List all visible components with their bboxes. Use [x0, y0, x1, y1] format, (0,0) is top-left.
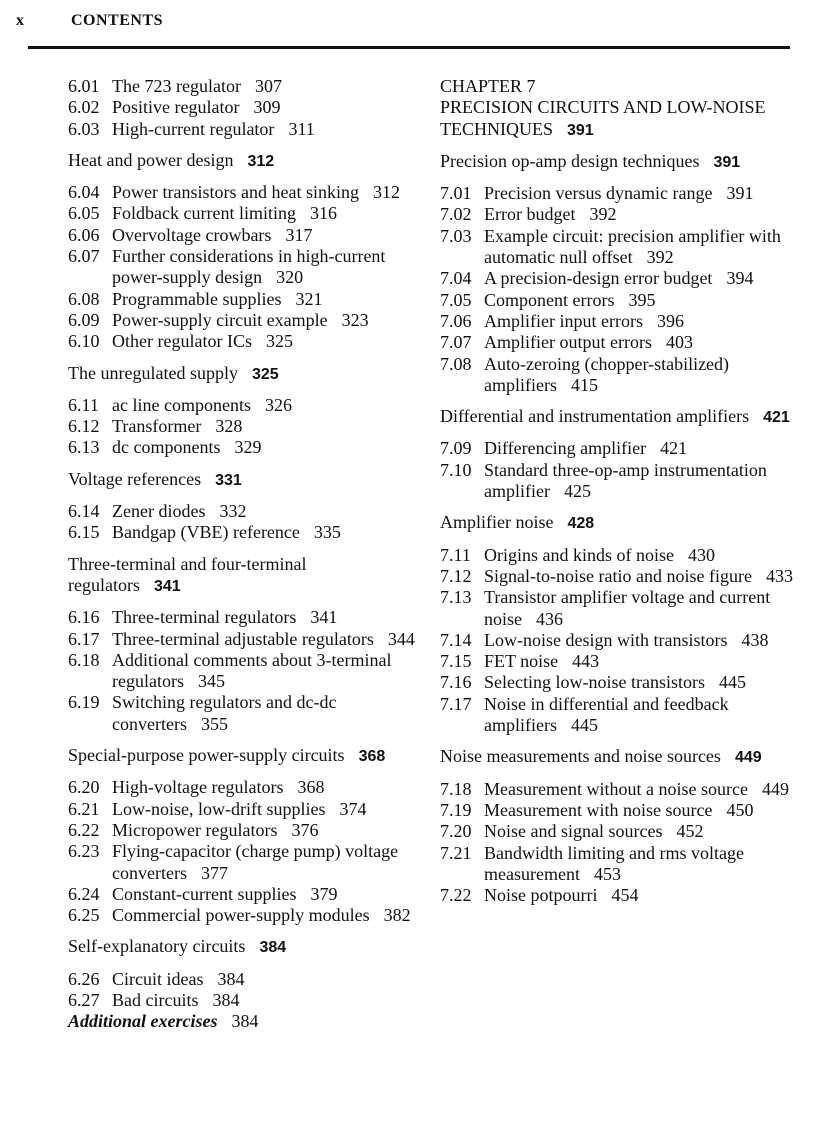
entry-number: 7.16: [440, 672, 472, 693]
entry-page: 355: [200, 713, 228, 734]
entry-title: Zener diodes: [112, 501, 206, 522]
entry-title: Power transistors and heat sinking: [112, 182, 359, 203]
section-heading: [68, 745, 418, 767]
entry-page: 320: [276, 267, 304, 288]
entry-page: 421: [660, 438, 688, 459]
extra-page: 384: [231, 1011, 259, 1032]
entry-page: 307: [254, 76, 282, 96]
entry-title: Precision versus dynamic range: [484, 183, 713, 204]
toc-entry: [440, 332, 795, 353]
header-rule: [28, 46, 790, 49]
section-page: 421: [763, 409, 790, 427]
entry-page: 376: [291, 819, 319, 840]
entry-number: 6.07: [68, 246, 100, 267]
entry-page: 392: [589, 204, 617, 225]
entry-title: Standard three-op-amp instrumentation amplifier: [484, 459, 767, 502]
entry-title: Measurement without a noise source: [484, 778, 748, 799]
entry-number: 6.18: [68, 649, 100, 670]
toc-entry: [68, 884, 418, 905]
toc-entry: [440, 311, 795, 332]
entry-number: 7.12: [440, 565, 472, 586]
toc-entry: [440, 438, 795, 459]
entry-page: 430: [687, 544, 715, 565]
section-page: 368: [358, 748, 386, 766]
entry-number: 7.11: [440, 544, 471, 565]
entry-title: Low-noise, low-drift supplies: [112, 798, 326, 819]
toc-entry: [68, 841, 418, 884]
toc-entry: [440, 545, 795, 566]
entry-number: 6.11: [68, 394, 99, 415]
entry-title: Micropower regulators: [112, 819, 278, 840]
page-title: CONTENTS: [71, 12, 164, 29]
toc-entry: [68, 777, 418, 798]
entry-title: Constant-current supplies: [112, 883, 297, 904]
entry-number: 6.25: [68, 905, 100, 926]
section-page: 384: [259, 939, 287, 957]
chapter-heading: [440, 76, 795, 141]
entry-number: 6.19: [68, 692, 100, 713]
entry-page: 328: [215, 416, 243, 437]
entry-page: 396: [656, 310, 684, 331]
entry-title: Measurement with noise source: [484, 799, 713, 820]
entry-title: Auto-zeroing (chopper-stabilized) amplifiers: [484, 353, 730, 395]
section-heading: [440, 512, 795, 534]
entry-number: 6.14: [68, 501, 100, 522]
toc-entry: [68, 692, 418, 735]
section-page: 449: [734, 749, 762, 767]
entry-page: 321: [295, 288, 323, 309]
entry-page: 433: [765, 565, 793, 586]
entry-page: 438: [741, 629, 769, 650]
entry-number: 6.12: [68, 416, 100, 437]
toc-entry: [68, 905, 418, 926]
entry-title: Noise potpourri: [484, 885, 598, 906]
entry-title: Foldback current limiting: [112, 203, 296, 224]
entry-number: 7.08: [440, 353, 472, 374]
toc-entry: [440, 800, 795, 821]
entry-page: 394: [726, 268, 754, 289]
entry-number: 7.09: [440, 438, 472, 459]
toc-entry: [440, 354, 795, 397]
entry-number: 7.07: [440, 332, 472, 353]
section-title: The unregulated supply: [68, 362, 238, 383]
toc-left-column: [68, 76, 418, 1033]
entry-page: 335: [313, 522, 341, 543]
toc-entry: [68, 650, 418, 693]
entry-number: 7.20: [440, 821, 472, 842]
entry-number: 7.21: [440, 842, 472, 863]
entry-page: 374: [339, 798, 367, 819]
section-title: Voltage references: [68, 468, 202, 489]
toc-entry: [68, 990, 418, 1011]
entry-page: 450: [726, 799, 754, 820]
toc-entry: [68, 182, 418, 203]
toc-entry: [440, 885, 795, 906]
section-page: 312: [247, 152, 275, 170]
entry-page: 384: [212, 989, 240, 1010]
section-title: Noise measurements and noise sources: [440, 746, 721, 767]
entry-number: 7.22: [440, 885, 472, 906]
toc-entry: [440, 651, 795, 672]
entry-number: 7.18: [440, 778, 472, 799]
toc-right-column: [440, 76, 795, 906]
chapter-title: CHAPTER 7 PRECISION CIRCUITS AND LOW-NOISE TECHNIQUES: [440, 76, 766, 139]
entry-page: 443: [572, 651, 600, 672]
entry-number: 7.05: [440, 289, 472, 310]
entry-number: 6.08: [68, 288, 100, 309]
section-title: Amplifier noise: [440, 512, 554, 533]
entry-number: 6.20: [68, 777, 100, 798]
chapter-page: 391: [567, 121, 594, 139]
entry-title: Component errors: [484, 289, 615, 310]
entry-number: 7.04: [440, 268, 472, 289]
entry-page: 384: [217, 968, 245, 989]
entry-page: 449: [761, 778, 789, 799]
toc-entry: [68, 501, 418, 522]
entry-title: Low-noise design with transistors: [484, 629, 728, 650]
entry-number: 7.10: [440, 459, 472, 480]
entry-number: 6.23: [68, 841, 100, 862]
section-heading: [68, 469, 418, 491]
toc-entry: [440, 821, 795, 842]
entry-title: Positive regulator: [112, 97, 240, 118]
entry-page: 332: [219, 501, 247, 522]
entry-page: 415: [570, 374, 598, 395]
entry-page: 344: [387, 628, 415, 649]
section-page: 428: [567, 515, 595, 533]
entry-title: Origins and kinds of noise: [484, 544, 674, 565]
entry-page: 316: [309, 203, 337, 224]
entry-title: Amplifier input errors: [484, 310, 643, 331]
entry-title: Three-terminal adjustable regulators: [112, 628, 374, 649]
toc-entry: [68, 246, 418, 289]
entry-number: 7.06: [440, 310, 472, 331]
toc-entry: [68, 820, 418, 841]
section-heading: [440, 746, 795, 768]
toc-entry: [68, 76, 418, 97]
entry-title: Differencing amplifier: [484, 438, 647, 459]
entry-number: 7.02: [440, 204, 472, 225]
entry-number: 6.09: [68, 309, 100, 330]
toc-entry: [68, 119, 418, 140]
entry-number: 7.15: [440, 651, 472, 672]
toc-entry: [440, 694, 795, 737]
entry-page: 323: [341, 309, 369, 330]
entry-page: 317: [285, 224, 313, 245]
section-title: Special-purpose power-supply circuits: [68, 745, 345, 766]
entry-page: 311: [288, 118, 315, 139]
entry-page: 368: [297, 777, 325, 798]
entry-number: 6.24: [68, 883, 100, 904]
entry-page: 425: [563, 481, 591, 502]
entry-number: 6.10: [68, 331, 100, 352]
toc-entry: [68, 289, 418, 310]
toc-entry: [440, 204, 795, 225]
section-title: Differential and instrumentation amplifiers: [440, 406, 750, 427]
toc-entry: [68, 799, 418, 820]
entry-number: 7.19: [440, 799, 472, 820]
entry-title: FET noise: [484, 651, 559, 672]
toc-entry: [68, 969, 418, 990]
section-page: 325: [251, 365, 279, 383]
entry-title: ac line components: [112, 394, 251, 415]
entry-page: 445: [718, 672, 746, 693]
entry-title: Overvoltage crowbars: [112, 224, 272, 245]
entry-page: 312: [372, 182, 400, 203]
entry-page: 454: [611, 885, 639, 906]
entry-title: Noise in differential and feedback amplifiers: [484, 693, 729, 736]
section-heading: [440, 406, 795, 428]
entry-page: 326: [264, 394, 292, 415]
entry-page: 309: [253, 97, 281, 118]
entry-title: High-voltage regulators: [112, 777, 284, 798]
toc-entry: [440, 843, 795, 886]
entry-page: 377: [200, 862, 228, 883]
toc-entry: [68, 97, 418, 118]
toc-entry: [440, 779, 795, 800]
extra-title: Additional exercises: [68, 1011, 218, 1032]
entry-page: 436: [536, 608, 563, 629]
entry-number: 6.04: [68, 182, 100, 203]
section-title: Precision op-amp design techniques: [440, 150, 700, 171]
entry-title: Transformer: [112, 416, 202, 437]
entry-title: Flying-capacitor (charge pump) voltage converters: [112, 841, 399, 883]
entry-number: 7.17: [440, 693, 472, 714]
toc-entry: [440, 672, 795, 693]
section-title: Self-explanatory circuits: [68, 936, 246, 957]
toc-entry: [68, 203, 418, 224]
entry-title: Additional comments about 3-terminal regulators: [112, 649, 392, 692]
page-number: x: [16, 12, 24, 29]
entry-number: 7.13: [440, 587, 472, 608]
entry-page: 325: [265, 331, 293, 352]
entry-page: 452: [676, 821, 704, 842]
entry-number: 6.06: [68, 224, 100, 245]
page-header: [16, 12, 788, 32]
entry-page: 341: [310, 607, 338, 628]
entry-number: 6.01: [68, 76, 100, 96]
toc-entry: [440, 226, 795, 269]
entry-title: Circuit ideas: [112, 968, 204, 989]
entry-number: 6.17: [68, 628, 100, 649]
entry-title: High-current regulator: [112, 118, 275, 139]
additional-exercises: [68, 1011, 418, 1032]
toc-entry: [68, 395, 418, 416]
entry-page: 403: [665, 332, 693, 353]
entry-page: 382: [383, 905, 411, 926]
entry-page: 345: [197, 671, 225, 692]
entry-page: 392: [646, 247, 674, 268]
toc-entry: [440, 268, 795, 289]
toc-entry: [68, 607, 418, 628]
section-title: Three-terminal and four-terminal regulators: [68, 553, 307, 595]
toc-entry: [68, 225, 418, 246]
entry-page: 445: [570, 715, 598, 736]
section-heading: [68, 936, 418, 958]
entry-title: Three-terminal regulators: [112, 607, 297, 628]
entry-title: Programmable supplies: [112, 288, 282, 309]
entry-title: Bad circuits: [112, 989, 199, 1010]
entry-title: The 723 regulator: [112, 76, 241, 96]
entry-title: A precision-design error budget: [484, 268, 713, 289]
entry-title: dc components: [112, 437, 221, 458]
entry-title: Other regulator ICs: [112, 331, 252, 352]
entry-page: 329: [234, 437, 262, 458]
section-heading: [68, 150, 418, 172]
entry-number: 6.26: [68, 968, 100, 989]
entry-title: Example circuit: precision amplifier with automatic null offset: [484, 225, 781, 268]
entry-title: Noise and signal sources: [484, 821, 663, 842]
entry-number: 6.05: [68, 203, 100, 224]
entry-title: Amplifier output errors: [484, 332, 652, 353]
entry-number: 6.16: [68, 607, 100, 628]
entry-number: 7.03: [440, 225, 472, 246]
entry-page: 395: [628, 289, 656, 310]
entry-title: Bandwidth limiting and rms voltage measurement: [484, 842, 744, 884]
toc-entry: [68, 310, 418, 331]
entry-title: Signal-to-noise ratio and noise figure: [484, 565, 752, 586]
toc-entry: [68, 522, 418, 543]
entry-number: 6.21: [68, 798, 100, 819]
entry-number: 7.14: [440, 629, 472, 650]
toc-entry: [440, 630, 795, 651]
entry-number: 6.03: [68, 118, 100, 139]
entry-title: Transistor amplifier voltage and current noise: [484, 587, 771, 629]
toc-entry: [440, 290, 795, 311]
toc-entry: [68, 437, 418, 458]
toc-entry: [68, 629, 418, 650]
section-page: 391: [713, 153, 741, 171]
toc-entry: [440, 587, 795, 630]
entry-title: Bandgap (VBE) reference: [112, 522, 300, 543]
toc-entry: [68, 416, 418, 437]
section-page: 331: [215, 471, 242, 489]
entry-page: 453: [593, 863, 621, 884]
entry-title: Selecting low-noise transistors: [484, 672, 705, 693]
entry-page: 379: [310, 883, 338, 904]
entry-title: Commercial power-supply modules: [112, 905, 370, 926]
entry-title: Power-supply circuit example: [112, 309, 328, 330]
section-heading: [440, 151, 795, 173]
entry-number: 6.27: [68, 989, 100, 1010]
toc-entry: [68, 331, 418, 352]
section-heading: [68, 554, 418, 598]
entry-title: Error budget: [484, 204, 576, 225]
entry-number: 7.01: [440, 183, 472, 204]
entry-page: 391: [726, 183, 754, 204]
entry-title: Further considerations in high-current power-supply design: [112, 246, 386, 288]
entry-number: 6.22: [68, 819, 100, 840]
toc-entry: [440, 566, 795, 587]
entry-number: 6.13: [68, 437, 100, 458]
toc-entry: [440, 183, 795, 204]
entry-number: 6.15: [68, 522, 100, 543]
section-heading: [68, 363, 418, 385]
toc-entry: [440, 460, 795, 503]
entry-title: Switching regulators and dc-dc converters: [112, 692, 337, 734]
entry-number: 6.02: [68, 97, 100, 118]
section-page: 341: [153, 577, 181, 595]
section-title: Heat and power design: [68, 149, 234, 170]
